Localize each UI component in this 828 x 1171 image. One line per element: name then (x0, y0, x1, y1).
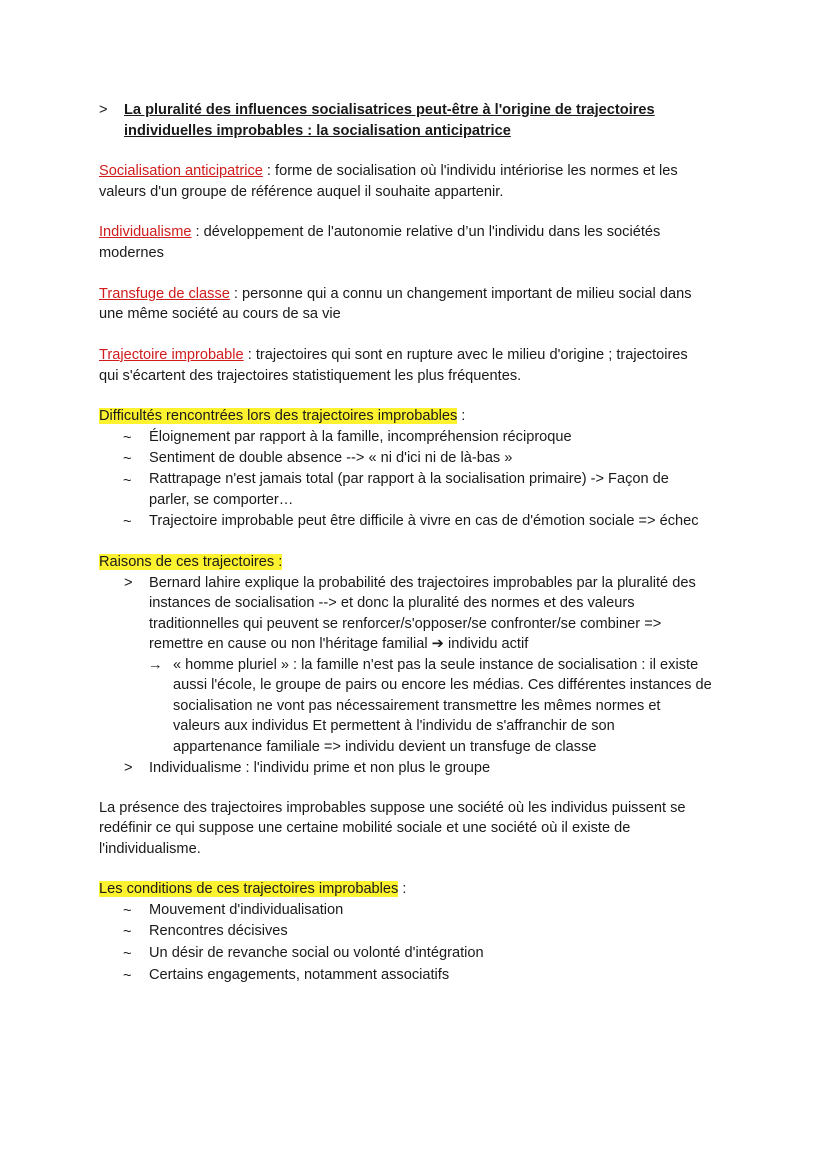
sub-item-line-4: valeurs aux individus Et permettent à l'individu de s'affranchir de son (173, 718, 615, 734)
definition-term: Transfuge de classe (99, 286, 230, 302)
difficulty-item: Trajectoire improbable peut être difficile à vivre en cas de d'émotion sociale => échec (149, 513, 699, 529)
paragraph-line-2: redéfinir ce qui suppose une certaine mobilité sociale et une société où il existe de (99, 820, 631, 836)
condition-item: Un désir de revanche social ou volonté d'intégration (149, 945, 484, 961)
reason-item-1-line-1: Bernard lahire explique la probabilité des trajectoires improbables par la pluralité des (149, 575, 696, 591)
definition-4 (99, 345, 688, 366)
paragraph-line-3: l'individualisme. (99, 841, 201, 857)
paragraph-line-1: La présence des trajectoires improbables suppose une société où les individus puissent se (99, 800, 686, 816)
sub-item-line-1: « homme pluriel » : la famille n'est pas la seule instance de socialisation : il existe (173, 657, 699, 673)
definition-text: : développement de l'autonomie relative d’un l'individu dans les sociétés (191, 224, 661, 240)
reason-item-1-line-3: traditionnelles qui peuvent se renforcer/s'opposer/se confronter/se combiner => (149, 616, 662, 632)
definition-1-cont: valeurs d'un groupe de référence auquel il souhaite appartenir. (99, 184, 504, 200)
definition-text: : trajectoires qui sont en rupture avec le milieu d'origine ; trajectoires (243, 347, 688, 363)
bullet: ~ (123, 903, 132, 919)
difficulties-heading (99, 406, 465, 427)
bullet: ~ (123, 968, 132, 984)
sub-item-line-2: aussi l'école, le groupe de pairs ou encore les médias. Ces différentes instances de (173, 677, 712, 693)
bullet: ~ (123, 473, 132, 489)
condition-item: Certains engagements, notamment associatifs (149, 967, 450, 983)
arrow-right-icon: ➔ (431, 636, 444, 652)
definition-1 (99, 161, 678, 182)
reason-item-2: Individualisme : l'individu prime et non plus le groupe (149, 760, 491, 776)
difficulties-heading-suffix: : (457, 408, 466, 424)
conditions-heading-text: Les conditions de ces trajectoires improbables (99, 881, 399, 897)
definition-term: Trajectoire improbable (99, 347, 244, 363)
difficulties-heading-text: Difficultés rencontrées lors des trajectoires improbables (99, 408, 458, 424)
bullet: ~ (123, 430, 132, 446)
bullet: > (124, 575, 133, 591)
bullet: > (124, 760, 133, 776)
definition-2 (99, 222, 660, 243)
bullet: ~ (123, 451, 132, 467)
bullet: ~ (123, 946, 132, 962)
definition-term: Individualisme (99, 224, 192, 240)
reason-text: remettre en cause ou non l'héritage familial (149, 636, 428, 652)
definition-4-cont: qui s'écartent des trajectoires statistiquement les plus fréquentes. (99, 368, 522, 384)
condition-item: Rencontres décisives (149, 923, 288, 939)
title-line-2: individuelles improbables : la socialisation anticipatrice (124, 123, 511, 139)
definition-2-cont: modernes (99, 245, 164, 261)
difficulty-item: Éloignement par rapport à la famille, incompréhension réciproque (149, 429, 572, 445)
difficulty-item: Rattrapage n'est jamais total (par rapport à la socialisation primaire) -> Façon de (149, 471, 669, 487)
difficulty-item: Sentiment de double absence --> « ni d'ici ni de là-bas » (149, 450, 513, 466)
definition-text: : personne qui a connu un changement important de milieu social dans (229, 286, 692, 302)
sub-item-line-3: socialisation ne vont pas nécessairement transmettre les mêmes normes et (173, 698, 661, 714)
sub-item-line-5: appartenance familiale => individu devient un transfuge de classe (173, 739, 597, 755)
definition-term: Socialisation anticipatrice (99, 163, 263, 179)
bullet: ~ (123, 924, 132, 940)
reason-item-1-line-4 (149, 634, 528, 655)
condition-item: Mouvement d'individualisation (149, 902, 344, 918)
difficulty-item-cont: parler, se comporter… (149, 492, 294, 508)
reasons-heading (99, 552, 282, 573)
definition-text: : forme de socialisation où l'individu intériorise les normes et les (262, 163, 678, 179)
title-marker: > (99, 102, 108, 118)
title-line-1: La pluralité des influences socialisatrices peut-être à l'origine de trajectoires (124, 102, 655, 118)
reason-text-end: individu actif (447, 636, 529, 652)
bullet: ~ (123, 514, 132, 530)
definition-3 (99, 284, 692, 305)
reasons-heading-text: Raisons de ces trajectoires : (99, 554, 283, 570)
conditions-heading-suffix: : (398, 881, 407, 897)
conditions-heading (99, 879, 406, 900)
arrow-bullet-icon: → (148, 657, 163, 673)
definition-3-cont: une même société au cours de sa vie (99, 306, 341, 322)
reason-item-1-line-2: instances de socialisation --> et donc la pluralité des normes et des valeurs (149, 595, 635, 611)
